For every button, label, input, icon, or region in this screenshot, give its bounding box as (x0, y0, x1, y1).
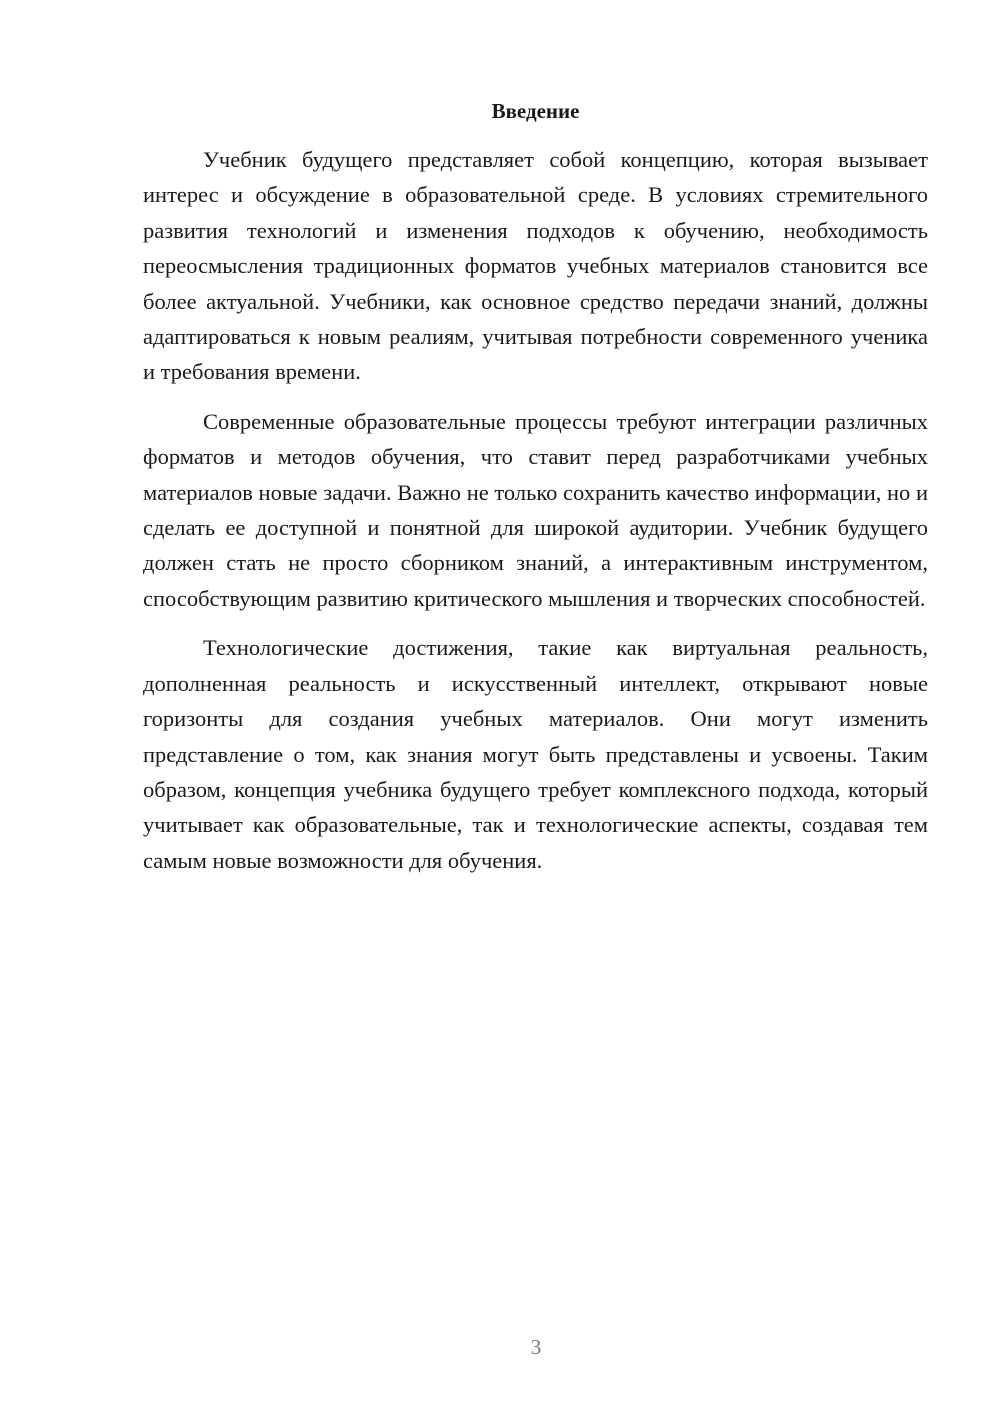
paragraph-2: Современные образовательные процессы требуют интеграции различных форматов и методов обучения, что ставит перед разработчиками учебных материалов новые задачи. Важно не только сохранить качество информации, но и сделать ее доступной и понятной для широкой аудитории. Учебник будущего должен стать не просто сборником знаний, а интерактивным инструментом, способствующим развитию критического мышления и творческих способностей. (143, 408, 928, 611)
page-number: 3 (530, 1335, 542, 1359)
paragraph-3: Технологические достижения, такие как виртуальная реальность, дополненная реальность и искусственный интеллект, открывают новые горизонты для создания учебных материалов. Они могут изменить представление о том, как знания могут быть представлены и усвоены. Таким образом, концепция учебника будущего требует комплексного подхода, который учитывает как образовательные, так и технологические аспекты, создавая тем самым новые возможности для обучения. (143, 635, 928, 873)
body-text (143, 142, 928, 892)
paragraph-1: Учебник будущего представляет собой концепцию, которая вызывает интерес и обсуждение в образовательной среде. В условиях стремительного развития технологий и изменения подходов к обучению, необходимость переосмысления традиционных форматов учебных материалов становится все более актуальной. Учебники, как основное средство передачи знаний, должны адаптироваться к новым реалиям, учитывая потребности современного ученика и требования времени. (143, 147, 928, 385)
section-heading: Введение (491, 99, 580, 123)
